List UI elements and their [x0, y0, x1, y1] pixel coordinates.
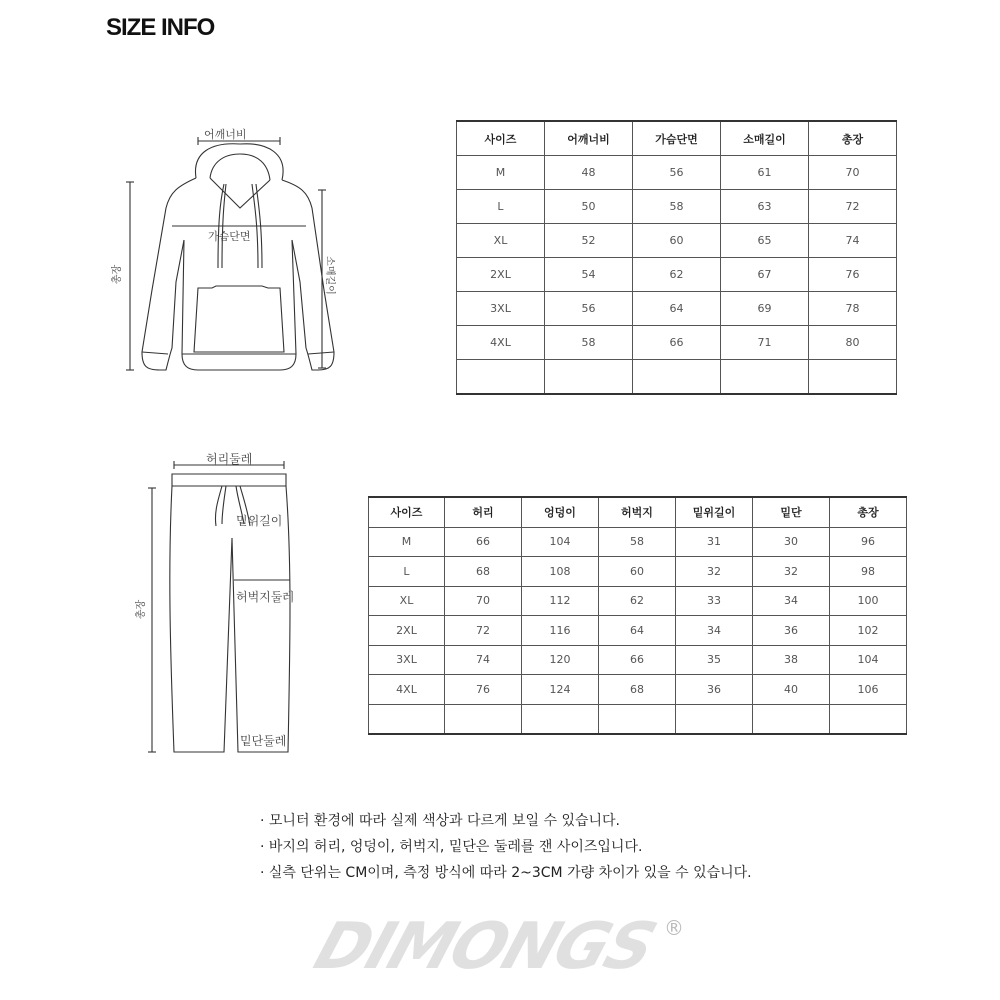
- table-cell: [753, 704, 830, 734]
- rise-label: 밑위길이: [236, 514, 283, 528]
- table-cell: 3XL: [369, 645, 445, 675]
- table-cell: XL: [369, 586, 445, 616]
- table-cell: [545, 360, 633, 395]
- table-cell: 112: [522, 586, 599, 616]
- top-size-table: [456, 120, 897, 395]
- table-cell: 50: [545, 190, 633, 224]
- table-cell: 120: [522, 645, 599, 675]
- table-row: [369, 616, 907, 646]
- header-cell: 총장: [809, 121, 897, 156]
- table-row: [457, 292, 897, 326]
- table-cell: 32: [676, 557, 753, 587]
- table-cell: 108: [522, 557, 599, 587]
- table-cell: 3XL: [457, 292, 545, 326]
- header-cell: 총장: [830, 497, 907, 527]
- bottom-size-table: [368, 496, 907, 735]
- table-cell: 2XL: [369, 616, 445, 646]
- table-cell: 64: [599, 616, 676, 646]
- header-cell: 허리: [445, 497, 522, 527]
- table-cell: [445, 704, 522, 734]
- table-cell: 33: [676, 586, 753, 616]
- header-cell: 밑단: [753, 497, 830, 527]
- table-row: [369, 527, 907, 557]
- hoodie-illustration: [112, 122, 352, 392]
- table-cell: [809, 360, 897, 395]
- table-cell: 66: [599, 645, 676, 675]
- table-cell: 58: [545, 326, 633, 360]
- table-cell: 69: [721, 292, 809, 326]
- table-row-empty: [457, 360, 897, 395]
- header-cell: 사이즈: [369, 497, 445, 527]
- table-cell: [599, 704, 676, 734]
- table-cell: L: [457, 190, 545, 224]
- table-cell: 67: [721, 258, 809, 292]
- table-cell: 48: [545, 156, 633, 190]
- table-cell: 78: [809, 292, 897, 326]
- table-cell: 56: [545, 292, 633, 326]
- table-cell: 116: [522, 616, 599, 646]
- header-cell: 가슴단면: [633, 121, 721, 156]
- header-cell: 사이즈: [457, 121, 545, 156]
- waist-label: 허리둘레: [206, 452, 253, 466]
- table-cell: 58: [633, 190, 721, 224]
- hoodie-length-label: 총장: [112, 264, 124, 285]
- table-cell: L: [369, 557, 445, 587]
- table-cell: 36: [676, 675, 753, 705]
- pants-length-label: 총장: [136, 599, 148, 620]
- table-cell: 62: [633, 258, 721, 292]
- table-cell: 31: [676, 527, 753, 557]
- table-cell: [522, 704, 599, 734]
- table-row: [369, 645, 907, 675]
- table-cell: 104: [830, 645, 907, 675]
- table-cell: 30: [753, 527, 830, 557]
- table-row: [457, 156, 897, 190]
- header-cell: 소매길이: [721, 121, 809, 156]
- table-row-empty: [369, 704, 907, 734]
- table-cell: 32: [753, 557, 830, 587]
- table-cell: [633, 360, 721, 395]
- hoodie-diagram: [112, 122, 352, 392]
- table-cell: 80: [809, 326, 897, 360]
- table-cell: 68: [599, 675, 676, 705]
- table-row: [457, 190, 897, 224]
- table-cell: 58: [599, 527, 676, 557]
- table-cell: 64: [633, 292, 721, 326]
- hem-label: 밑단둘레: [240, 734, 287, 748]
- table-cell: 71: [721, 326, 809, 360]
- table-cell: 104: [522, 527, 599, 557]
- table-header-row: [457, 121, 897, 156]
- table-cell: 2XL: [457, 258, 545, 292]
- table-cell: 70: [445, 586, 522, 616]
- table-cell: 66: [633, 326, 721, 360]
- table-row: [369, 586, 907, 616]
- table-cell: 34: [676, 616, 753, 646]
- page-title: SIZE INFO: [106, 14, 215, 41]
- table-cell: 40: [753, 675, 830, 705]
- header-cell: 밑위길이: [676, 497, 753, 527]
- chest-label: 가슴단면: [208, 230, 251, 243]
- table-cell: XL: [457, 224, 545, 258]
- table-cell: 34: [753, 586, 830, 616]
- table-cell: 76: [445, 675, 522, 705]
- table-cell: 68: [445, 557, 522, 587]
- table-cell: 35: [676, 645, 753, 675]
- table-cell: 72: [445, 616, 522, 646]
- table-cell: 52: [545, 224, 633, 258]
- table-cell: 102: [830, 616, 907, 646]
- table-cell: [721, 360, 809, 395]
- table-cell: 60: [599, 557, 676, 587]
- sleeve-label: 소매길이: [323, 256, 335, 295]
- table-cell: 38: [753, 645, 830, 675]
- header-cell: 어깨너비: [545, 121, 633, 156]
- brand-logo: DIMONGS: [305, 910, 664, 984]
- table-cell: 70: [809, 156, 897, 190]
- table-cell: 56: [633, 156, 721, 190]
- table-cell: 76: [809, 258, 897, 292]
- table-cell: 72: [809, 190, 897, 224]
- table-cell: [457, 360, 545, 395]
- thigh-label: 허벅지둘레: [236, 590, 294, 604]
- table-cell: 106: [830, 675, 907, 705]
- table-cell: 65: [721, 224, 809, 258]
- table-cell: [369, 704, 445, 734]
- table-row: [369, 675, 907, 705]
- table-cell: 4XL: [369, 675, 445, 705]
- table-row: [369, 557, 907, 587]
- table-cell: 66: [445, 527, 522, 557]
- table-cell: 96: [830, 527, 907, 557]
- table-row: [457, 258, 897, 292]
- pants-diagram: [112, 446, 312, 766]
- table-cell: 4XL: [457, 326, 545, 360]
- table-cell: 36: [753, 616, 830, 646]
- table-row: [457, 326, 897, 360]
- registered-mark: ®: [664, 916, 684, 940]
- table-cell: 60: [633, 224, 721, 258]
- table-cell: M: [457, 156, 545, 190]
- table-cell: 62: [599, 586, 676, 616]
- header-cell: 허벅지: [599, 497, 676, 527]
- table-cell: [676, 704, 753, 734]
- table-cell: 54: [545, 258, 633, 292]
- note-item: · 모니터 환경에 따라 실제 색상과 다르게 보일 수 있습니다.: [260, 813, 621, 829]
- table-header-row: [369, 497, 907, 527]
- table-cell: 98: [830, 557, 907, 587]
- table-row: [457, 224, 897, 258]
- table-cell: 61: [721, 156, 809, 190]
- table-cell: 100: [830, 586, 907, 616]
- table-cell: 124: [522, 675, 599, 705]
- table-cell: 74: [809, 224, 897, 258]
- note-item: · 실측 단위는 CM이며, 측정 방식에 따라 2~3CM 가량 차이가 있을 수 있습니다.: [260, 865, 752, 881]
- shoulder-label: 어깨너비: [204, 128, 247, 141]
- table-cell: 63: [721, 190, 809, 224]
- table-cell: M: [369, 527, 445, 557]
- header-cell: 엉덩이: [522, 497, 599, 527]
- table-cell: 74: [445, 645, 522, 675]
- notes-list: [260, 808, 752, 886]
- table-cell: [830, 704, 907, 734]
- note-item: · 바지의 허리, 엉덩이, 허벅지, 밑단은 둘레를 잰 사이즈입니다.: [260, 839, 643, 855]
